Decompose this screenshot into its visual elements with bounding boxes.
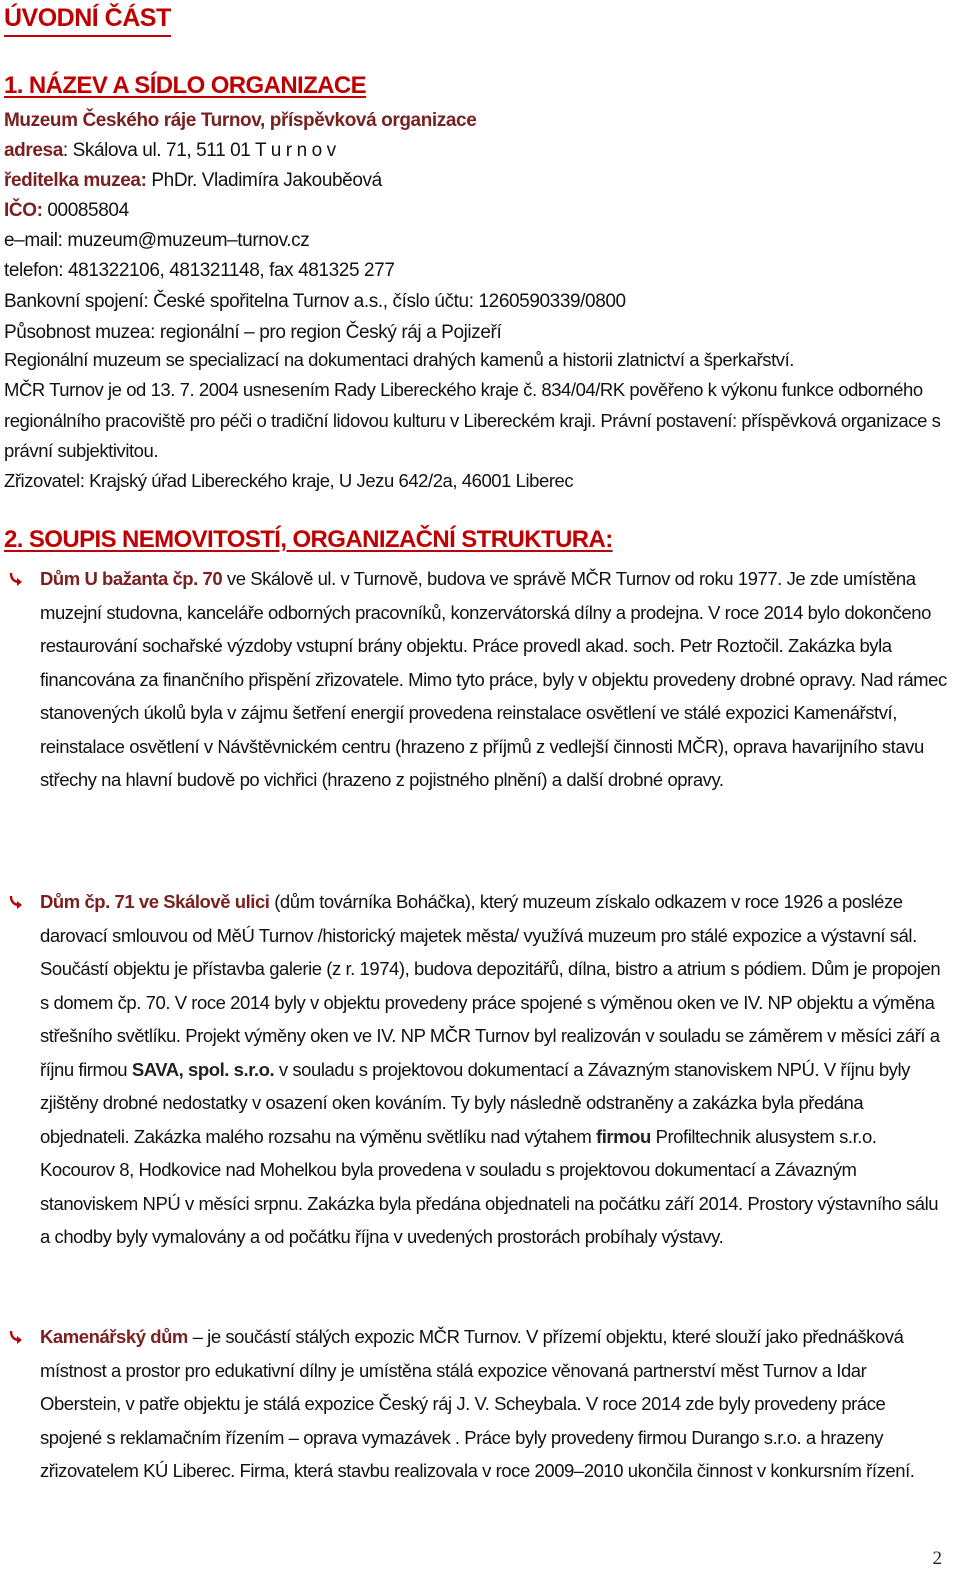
scope-line: Působnost muzea: regionální – pro region Český ráj a Pojizeří: [4, 322, 502, 343]
section2-heading: 2. SOUPIS NEMOVITOSTÍ, ORGANIZAČNÍ STRUKTURA:: [4, 526, 613, 553]
ico-label: IČO:: [4, 200, 43, 221]
director-line: [4, 166, 382, 196]
page-title: ÚVODNÍ ČÁST: [4, 4, 171, 37]
list-item: [0, 885, 950, 1254]
firm-sava: SAVA, spol. s.r.o.: [131, 1058, 275, 1080]
email-line: e–mail: muzeum@muzeum–turnov.cz: [4, 230, 310, 251]
director-label: ředitelka muzea:: [4, 170, 147, 191]
building-71-heading: Dům čp. 71 ve Skálově ulici: [40, 891, 270, 912]
address-label: adresa: [4, 140, 63, 161]
curved-arrow-icon: [8, 1328, 26, 1346]
page-number: 2: [932, 1548, 942, 1569]
stone-house-text: [40, 1320, 950, 1488]
director-value: PhDr. Vladimíra Jakouběová: [146, 170, 382, 191]
list-item: [0, 1320, 950, 1488]
curved-arrow-icon: [8, 570, 26, 588]
building-70-text: [40, 562, 950, 797]
building-71-body-c: Profiltechnik alusystem s.r.o. Kocourov 8, Hodkovice nad Mohelkou byla provedena v souladu s projektovou dokumentací a Závazným stanoviskem NPÚ v měsíci srpnu. Zakázka byla předána objednateli na počátku září 2014. Prostory výstavního sálu a chodby byly vymalovány a od počátku října v uvedených prostorách probíhaly výstavy.: [40, 1125, 939, 1247]
building-70-heading: Dům U bažanta čp. 70: [40, 568, 223, 589]
section1-heading: 1. NÁZEV A SÍDLO ORGANIZACE: [4, 72, 367, 99]
bank-line: Bankovní spojení: České spořitelna Turnov a.s., číslo účtu: 1260590339/0800: [4, 291, 626, 312]
list-item: [0, 562, 950, 797]
curved-arrow-icon: [8, 893, 26, 911]
building-70-body: ve Skálově ul. v Turnově, budova ve správě MČR Turnov od roku 1977. Je zde umístěna muzejní studovna, kanceláře odborných pracovníků, konzervátorská dílny a prodejna. V roce 2014 bylo dokončeno restaurování sochařské výzdoby vstupní brány objektu. Práce provedl akad. soch. Petr Roztočil. Zakázka byla financována za finančního přispění zřizovatele. Mimo tyto práce, byly v objektu provedeny drobné opravy. Nad rámec stanovených úkolů byla v zájmu šetření energií provedena reinstalace osvětlení ve stálé expozici Kamenářství, reinstalace osvětlení v Návštěvnickém centru (hrazeno z příjmů z vedlejší činnosti MČR), oprava havarijního stavu střechy na hlavní budově po vichřici (hrazeno z pojistného plnění) a další drobné opravy.: [40, 568, 947, 790]
mandate-paragraph: MČR Turnov je od 13. 7. 2004 usnesením Rady Libereckého kraje č. 834/04/RK pověřeno k výkonu funkce odborného regionálního pracoviště pro péči o tradiční lidovou kulturu v Libereckém kraji. Právní postavení: příspěvková organizace s právní subjektivitou.: [4, 379, 941, 461]
firm-word: firmou: [596, 1125, 651, 1147]
specialization-paragraph: Regionální muzeum se specializací na dokumentaci drahých kamenů a historii zlatnictví a šperkařství.: [4, 349, 794, 370]
founder-line: Zřizovatel: Krajský úřad Libereckého kraje, U Jezu 642/2a, 46001 Liberec: [4, 470, 574, 491]
org-name-line: [4, 106, 476, 136]
address-line: [4, 136, 336, 166]
building-71-body-b: v souladu s projektovou dokumentací a Závazným stanoviskem NPÚ. V říjnu byly zjištěny drobné nedostatky v osazení oken kováním. Ty byly následně odstraněny a zakázka byla předána objednateli. Zakázka malého rozsahu na výměnu světlíku nad výtahem: [40, 1058, 910, 1147]
stone-house-heading: Kamenářský dům: [40, 1326, 188, 1347]
phone-line: telefon: 481322106, 481321148, fax 481325 277: [4, 260, 395, 281]
ico-line: [4, 196, 129, 226]
building-71-text: [40, 885, 950, 1254]
ico-value: 00085804: [42, 200, 129, 221]
stone-house-body: – je součástí stálých expozic MČR Turnov. V přízemí objektu, které slouží jako přednášková místnost a prostor pro edukativní dílny je umístěna stálá expozice věnovaná partnerství měst Turnov a Idar Oberstein, v patře objektu je stálá expozice Český ráj J. V. Scheybala. V roce 2014 zde byly provedeny práce spojené s reklamačním řízením – oprava vymazávek . Práce byly provedeny firmou Durango s.r.o. a hrazeny zřizovatelem KÚ Liberec. Firma, která stavbu realizovala v roce 2009–2010 ukončila činnost v konkursním řízení.: [40, 1326, 915, 1481]
org-name: Muzeum Českého ráje Turnov, příspěvková organizace: [4, 110, 477, 131]
building-71-body-a: (dům továrníka Boháčka), který muzeum získalo odkazem v roce 1926 a posléze darovací smlouvou od MěÚ Turnov /historický majetek města/ využívá muzeum pro stálé expozice a výstavní sál. Součástí objektu je přístavba galerie (z r. 1974), budova depozitářů, dílna, bistro a atrium s pódiem. Dům je propojen s domem čp. 70. V roce 2014 byly v objektu provedeny práce spojené s výměnou oken ve IV. NP objektu a výměna střešního světlíku. Projekt výměny oken ve IV. NP MČR Turnov byl realizován v souladu se záměrem v měsíci září a říjnu firmou: [40, 891, 941, 1080]
address-value: : Skálova ul. 71, 511 01 T u r n o v: [62, 140, 336, 161]
